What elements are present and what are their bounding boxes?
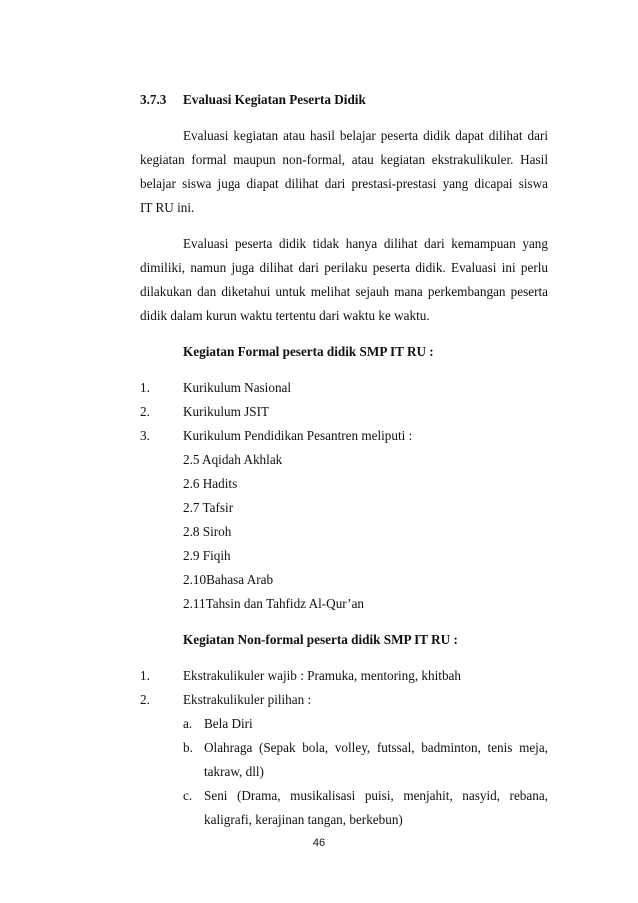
list-number: 2.	[140, 692, 150, 707]
list-item: Kurikulum JSIT	[183, 404, 270, 419]
sub-list-item: Seni (Drama, musikalisasi puisi, menjahit, nasyid, rebana,	[204, 788, 548, 803]
sub-list-item: 2.10Bahasa Arab	[183, 572, 274, 587]
sub-list-item: Olahraga (Sepak bola, volley, futssal, badminton, tenis meja,	[204, 740, 548, 755]
section-title: Evaluasi Kegiatan Peserta Didik	[183, 92, 366, 107]
paragraph-line: Evaluasi peserta didik tidak hanya dilihat dari kemampuan yang	[183, 236, 548, 251]
paragraph-line: belajar siswa juga diapat dilihat dari prestasi-prestasi yang dicapai siswa	[140, 176, 548, 191]
sub-list-item-continuation: kaligrafi, kerajinan tangan, berkebun)	[204, 812, 403, 827]
paragraph-line: kegiatan formal maupun non-formal, atau kegiatan ekstrakulikuler. Hasil	[140, 152, 548, 167]
list-number: 2.	[140, 404, 150, 419]
paragraph-line: dilakukan dan diketahui untuk melihat sejauh mana perkembangan peserta	[140, 284, 548, 299]
list-number: 1.	[140, 380, 150, 395]
list-number: 1.	[140, 668, 150, 683]
paragraph-line: Evaluasi kegiatan atau hasil belajar peserta didik dapat dilihat dari	[183, 128, 548, 143]
list-number: 3.	[140, 428, 150, 443]
list-item: Kurikulum Pendidikan Pesantren meliputi :	[183, 428, 413, 443]
list-item: Kurikulum Nasional	[183, 380, 292, 395]
list-item: Ekstrakulikuler wajib : Pramuka, mentoring, khitbah	[183, 668, 461, 683]
paragraph-line: IT RU ini.	[140, 200, 195, 215]
paragraph-line: dimiliki, namun juga dilihat dari perilaku peserta didik. Evaluasi ini perlu	[140, 260, 548, 275]
page-number: 46	[312, 837, 326, 849]
nonformal-heading: Kegiatan Non-formal peserta didik SMP IT RU :	[183, 632, 458, 647]
sub-list-item: 2.8 Siroh	[183, 524, 232, 539]
sub-list-item: 2.7 Tafsir	[183, 500, 234, 515]
sub-list-letter: b.	[183, 740, 193, 755]
sub-list-item: 2.11Tahsin dan Tahfidz Al-Qur’an	[183, 596, 365, 611]
sub-list-letter: c.	[183, 788, 193, 803]
paragraph-line: didik dalam kurun waktu tertentu dari waktu ke waktu.	[140, 308, 430, 323]
sub-list-item: 2.5 Aqidah Akhlak	[183, 452, 283, 467]
sub-list-item-continuation: takraw, dll)	[204, 764, 264, 779]
formal-heading: Kegiatan Formal peserta didik SMP IT RU :	[183, 344, 434, 359]
sub-list-item: 2.9 Fiqih	[183, 548, 231, 563]
sub-list-item: 2.6 Hadits	[183, 476, 238, 491]
sub-list-letter: a.	[183, 716, 193, 731]
sub-list-item: Bela Diri	[204, 716, 253, 731]
list-item: Ekstrakulikuler pilihan :	[183, 692, 312, 707]
section-number: 3.7.3	[140, 92, 167, 107]
